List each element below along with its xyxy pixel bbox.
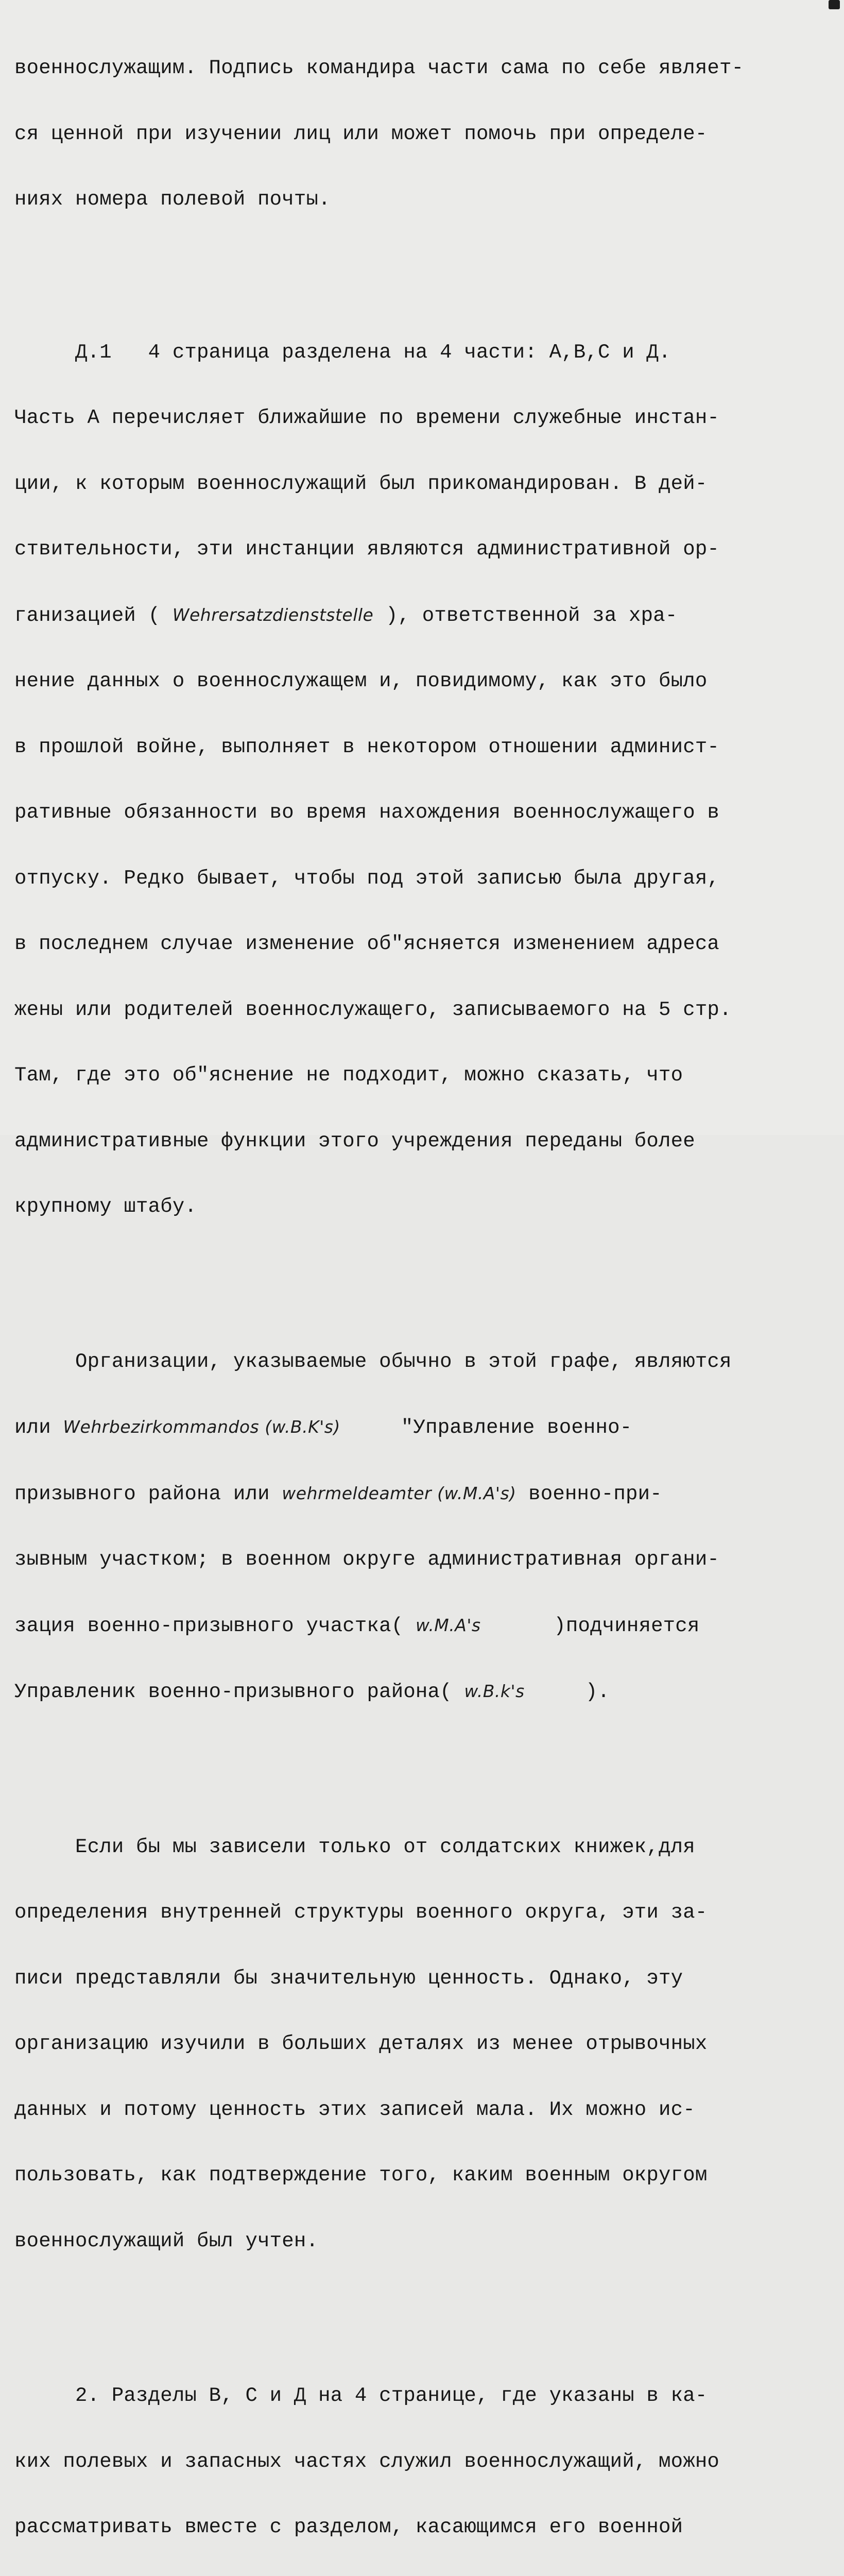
paragraph-gap	[14, 255, 825, 298]
text-line: ких полевых и запасных частях служил военнослужащий, можно	[14, 2450, 720, 2473]
text-line: военнослужащий был учтен.	[14, 2229, 319, 2252]
text-fragment: )подчиняется	[480, 1614, 700, 1637]
text-line: организацию изучили в больших деталях из менее отрывочных	[14, 2032, 708, 2055]
text-line: крупному штабу.	[14, 1195, 197, 1218]
text-fragment: военно-при-	[516, 1482, 662, 1505]
handwritten-insert: w.M.A's	[415, 1615, 481, 1635]
text-line: определения внутренней структуры военного округа, эти за-	[14, 1901, 708, 1924]
text-line	[14, 1416, 825, 1439]
handwritten-insert: Wehrbezirkommandos (w.B.K's)	[63, 1417, 340, 1437]
paragraph-5	[14, 2341, 825, 2576]
text-line	[14, 604, 825, 627]
paragraph-3	[14, 1307, 825, 1747]
text-line: ративные обязанности во время нахождения военнослужащего в	[14, 801, 720, 824]
text-line: в прошлой войне, выполняет в некотором отношении админист-	[14, 735, 720, 758]
page-number-fragment	[829, 0, 840, 9]
text-line: зывным участком; в военном округе административная органи-	[14, 1548, 720, 1571]
text-fragment: "Управление военно-	[340, 1416, 632, 1439]
text-line: рассматривать вместе с разделом, касающимся его военной	[14, 2516, 683, 2538]
text-line: 2. Разделы В, С и Д на 4 странице, где указаны в ка-	[14, 2384, 708, 2407]
text-line	[14, 1681, 825, 1703]
handwritten-insert: w.B.k's	[464, 1681, 525, 1701]
text-line	[14, 1483, 825, 1505]
paragraph-gap	[14, 2296, 825, 2341]
text-line: нение данных о военнослужащем и, повидимому, как это было	[14, 670, 708, 692]
text-fragment: призывного района или	[14, 1482, 282, 1505]
text-line: ниях номера полевой почты.	[14, 188, 331, 211]
text-line: ствительности, эти инстанции являются административной ор-	[14, 538, 720, 561]
text-fragment: или	[14, 1416, 63, 1439]
text-line: Там, где это об"яснение не подходит, можно сказать, что	[14, 1064, 683, 1087]
text-line: Часть А перечисляет ближайшие по времени служебные инстан-	[14, 406, 720, 429]
text-line: жены или родителей военнослужащего, записываемого на 5 стр.	[14, 998, 732, 1021]
text-fragment: ганизацией (	[14, 604, 161, 627]
text-fragment: ).	[524, 1681, 610, 1703]
paragraph-4	[14, 1792, 825, 2296]
paragraph-1	[14, 13, 825, 255]
text-line: военнослужащим. Подпись командира части сама по себе являет-	[14, 57, 744, 79]
text-line: ся ценной при изучении лиц или может помочь при определе-	[14, 122, 708, 145]
text-line	[14, 1615, 825, 1637]
text-fragment: Управленик военно-призывного района(	[14, 1681, 452, 1703]
paragraph-gap	[14, 1262, 825, 1307]
text-line: Д.1 4 страница разделена на 4 части: А,В,С и Д.	[14, 341, 671, 364]
text-line: данных и потому ценность этих записей мала. Их можно ис-	[14, 2098, 695, 2121]
paragraph-gap	[14, 1747, 825, 1792]
text-line: писи представляли бы значительную ценность. Однако, эту	[14, 1967, 683, 1990]
text-line: Если бы мы зависели только от солдатских книжек,для	[14, 1835, 695, 1858]
text-line: в последнем случае изменение об"ясняется изменением адреса	[14, 933, 720, 955]
text-line: пользовать, как подтверждение того, каким военным округом	[14, 2164, 708, 2187]
text-fragment: зация военно-призывного участка(	[14, 1614, 404, 1637]
paragraph-2	[14, 298, 825, 1262]
text-line: административные функции этого учреждения переданы более	[14, 1129, 695, 1153]
handwritten-insert: wehrmeldeamter (w.M.A's)	[282, 1483, 516, 1503]
text-line: Организации, указываемые обычно в этой графе, являются	[14, 1350, 732, 1373]
handwritten-insert: Wehrersatzdienststelle	[172, 604, 374, 625]
text-fragment: ), ответственной за хра-	[373, 604, 678, 627]
text-line: ции, к которым военнослужащий был прикомандирован. В дей-	[14, 472, 708, 495]
text-line: отпуску. Редко бывает, чтобы под этой записью была другая,	[14, 867, 720, 890]
